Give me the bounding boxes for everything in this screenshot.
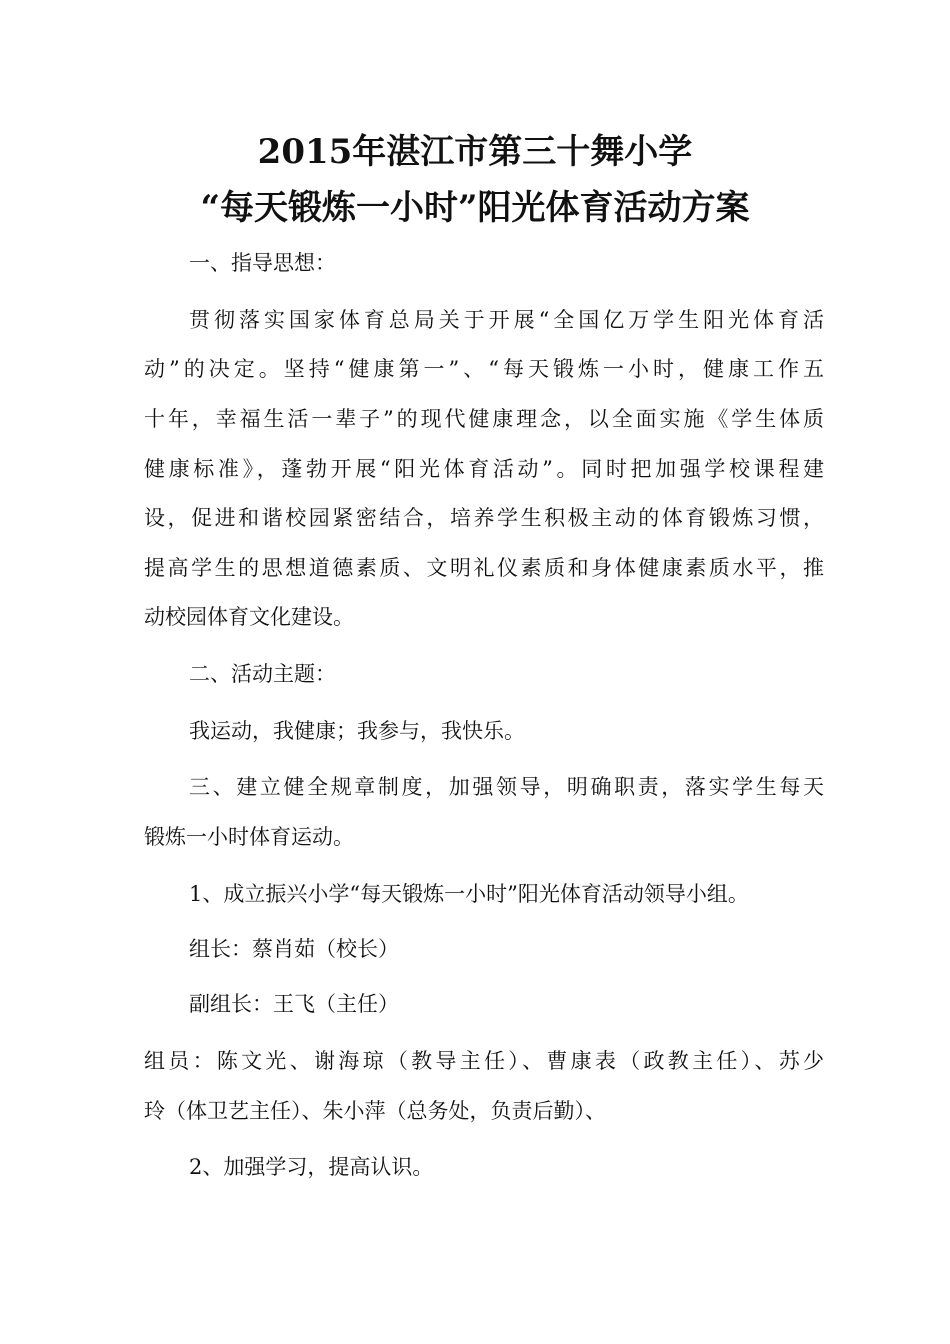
paragraph-line: 我运动，我健康；我参与，我快乐。 <box>189 719 525 743</box>
paragraph-line: 贯彻落实国家体育总局关于开展“全国亿万学生阳光体育活 <box>189 308 824 332</box>
paragraph-line: 设，促进和谐校园紧密结合，培养学生积极主动的体育锻炼习惯， <box>144 506 824 530</box>
group-members-line: 玲（体卫艺主任）、朱小萍（总务处，负责后勤）、 <box>144 1099 606 1123</box>
paragraph-line: 提高学生的思想道德素质、文明礼仪素质和身体健康素质水平，推 <box>144 556 824 580</box>
document-title-line1: 2015年湛江市第三十舞小学 <box>257 132 693 172</box>
section-heading-activity-theme: 二、活动主题： <box>189 662 336 686</box>
section-heading-guiding-ideology: 一、指导思想： <box>189 251 336 275</box>
group-members-line: 组员：陈文光、谢海琼（教导主任）、曹康表（政教主任）、苏少 <box>144 1049 824 1073</box>
group-leader-line: 组长：蔡肖茹（校长） <box>189 937 399 961</box>
paragraph-line: 锻炼一小时体育运动。 <box>144 825 354 849</box>
paragraph-line: 十年，幸福生活一辈子”的现代健康理念，以全面实施《学生体质 <box>144 407 824 431</box>
numbered-item-2: 2、加强学习，提高认识。 <box>189 1155 434 1179</box>
paragraph-line: 动校园体育文化建设。 <box>144 605 354 629</box>
paragraph-line: 动”的决定。坚持“健康第一”、“每天锻炼一小时，健康工作五 <box>144 357 824 381</box>
paragraph-line: 健康标准》，蓬勃开展“阳光体育活动”。同时把加强学校课程建 <box>144 457 824 481</box>
document-title-line2: “每天锻炼一小时”阳光体育活动方案 <box>200 188 750 228</box>
section-heading-rules: 三、建立健全规章制度，加强领导，明确职责，落实学生每天 <box>189 775 824 799</box>
numbered-item-1: 1、成立振兴小学“每天锻炼一小时”阳光体育活动领导小组。 <box>189 882 749 906</box>
deputy-leader-line: 副组长：王飞（主任） <box>189 992 399 1016</box>
